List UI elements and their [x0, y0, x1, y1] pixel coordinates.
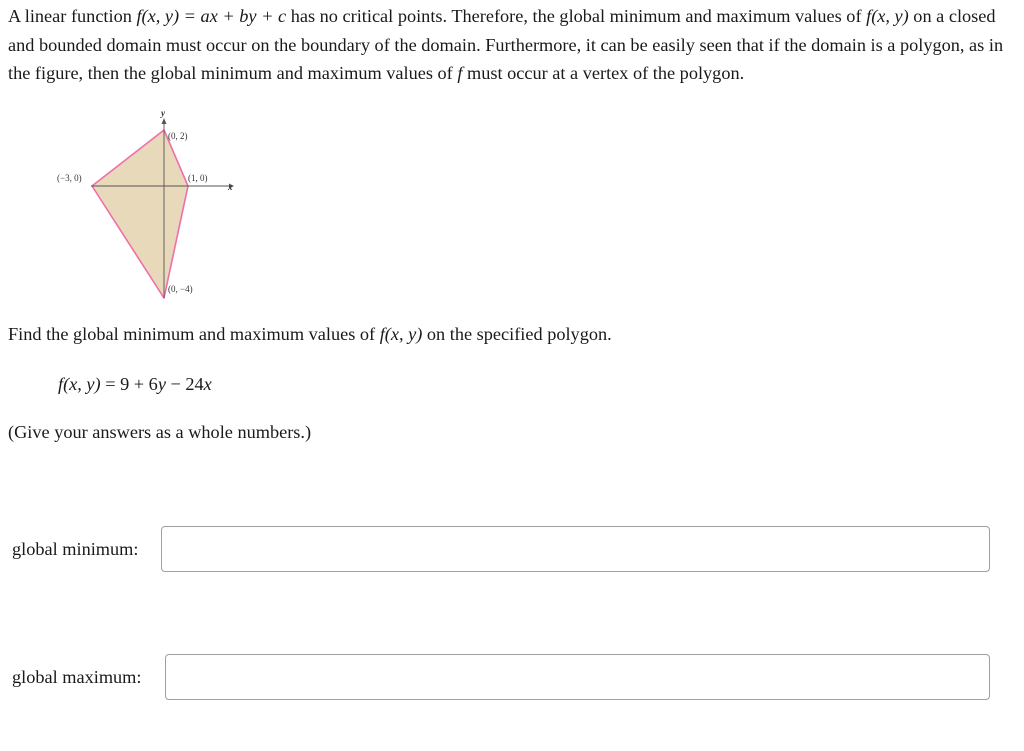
intro-text-3: on a closed and bounded domain must occur on the boundary of the domain. Furthermore, it can be easily seen that if the domain is a polygon, as in the figure, then the global minimum and maximum values of — [8, 6, 1004, 83]
x-axis-label: x — [228, 182, 233, 192]
formula-x-var: x — [203, 374, 212, 394]
y-axis-arrow — [162, 118, 167, 124]
vertex-label-bottom: (0, −4) — [168, 284, 193, 294]
intro-paragraph — [8, 2, 1018, 88]
y-axis-label: y — [161, 108, 165, 118]
polygon-figure — [50, 106, 250, 301]
global-maximum-label: global maximum: — [12, 667, 142, 687]
global-minimum-row — [12, 526, 990, 572]
global-maximum-row — [12, 654, 990, 700]
vertex-label-right: (1, 0) — [188, 173, 208, 183]
polygon-diagram — [50, 106, 250, 301]
global-minimum-input[interactable] — [161, 526, 990, 572]
intro-text-4: must occur at a vertex of the polygon. — [462, 63, 745, 83]
answer-hint: (Give your answers as a whole numbers.) — [8, 422, 312, 442]
intro-linear-function: f(x, y) = ax + by + c — [136, 6, 287, 26]
intro-text-2: has no critical points. Therefore, the global minimum and maximum values of — [286, 6, 867, 26]
function-formula — [58, 371, 212, 397]
question-function-ref: f(x, y) — [379, 324, 423, 344]
intro-function-ref: f(x, y) — [866, 6, 909, 26]
formula-minus-part: − 24 — [165, 374, 204, 394]
question-text-post: on the specified polygon. — [422, 324, 612, 344]
intro-text: A linear function — [8, 6, 137, 26]
formula-lhs: f(x, y) — [58, 374, 101, 394]
polygon-region — [92, 130, 188, 298]
formula-y-var: y — [157, 374, 166, 394]
question-text-pre: Find the global minimum and maximum values of — [8, 324, 380, 344]
vertex-label-top: (0, 2) — [168, 131, 188, 141]
formula-constant-part: = 9 + 6 — [100, 374, 158, 394]
vertex-label-left: (−3, 0) — [57, 173, 82, 183]
global-minimum-label: global minimum: — [12, 539, 139, 559]
intro-f-symbol: f — [457, 63, 463, 83]
global-maximum-input[interactable] — [165, 654, 990, 700]
question-text — [8, 321, 612, 347]
